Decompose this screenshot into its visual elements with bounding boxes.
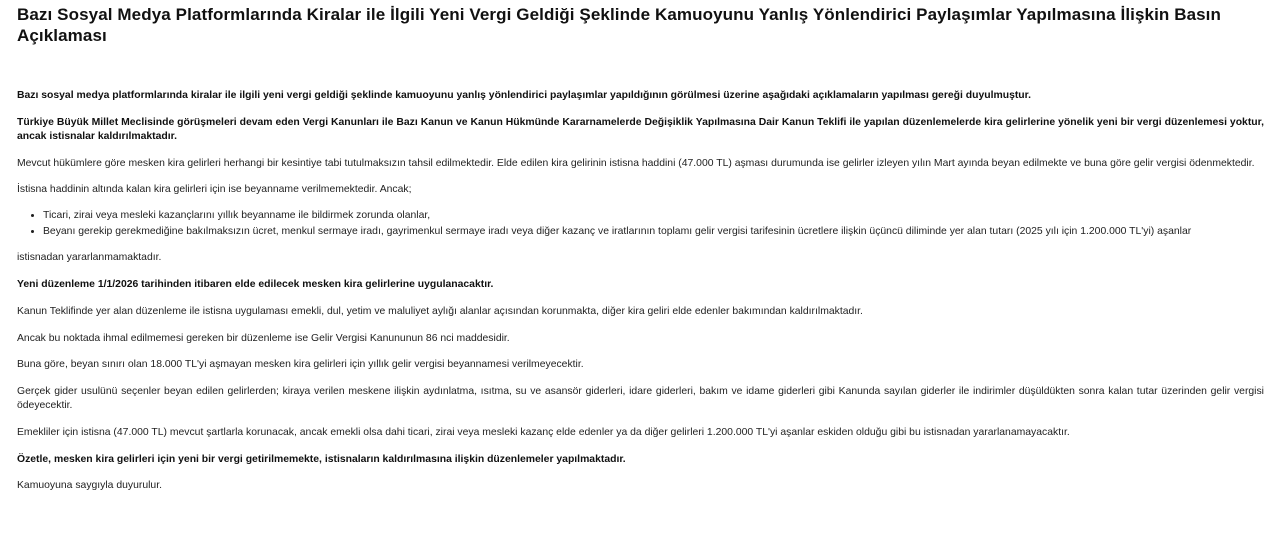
closing-paragraph: Kamuoyuna saygıyla duyurulur. <box>17 480 162 492</box>
exception-tail-paragraph: istisnadan yararlanmamaktadır. <box>17 252 162 264</box>
effective-date-paragraph: Yeni düzenleme 1/1/2026 tarihinden itibaren elde edilecek mesken kira gelirlerine uygulanacaktır. <box>17 279 494 291</box>
protected-groups-paragraph: Kanun Teklifinde yer alan düzenleme ile istisna uygulaması emekli, dul, yetim ve maluliyet aylığı alanlar açısından korunmakta, diğer kira geliri elde edenler bakımından kaldırılmaktadır. <box>17 305 863 317</box>
list-item: • Beyanı gerekip gerekmediğine bakılmaksızın ücret, menkul sermaye iradı, gayrimenkul sermaye iradı veya diğer kazanç ve iratlarının toplamı gelir vergisi tarifesinin ücretlere ilişkin üçüncü diliminde yer alan tutarı (2025 yılı için 1.200.000 TL'yi) aşanlar <box>43 224 1264 239</box>
note-paragraph: Ancak bu noktada ihmal edilmemesi gereken bir düzenleme ise Gelir Vergisi Kanununun 86 nci maddesidir. <box>17 332 510 344</box>
summary-paragraph: Özetle, mesken kira gelirleri için yeni bir vergi getirilmemekte, istisnaların kaldırılmasına ilişkin düzenlemeler yapılmaktadır. <box>17 453 626 465</box>
limit-paragraph: Buna göre, beyan sınırı olan 18.000 TL'yi aşmayan mesken kira gelirleri için yıllık gelir vergisi beyannamesi verilmeyecektir. <box>17 359 584 371</box>
page-title: Bazı Sosyal Medya Platformlarında Kiralar ile İlgili Yeni Vergi Geldiği Şeklinde Kamuoyunu Yanlış Yönlendirici Paylaşımlar Yapılmasına İlişkin Basın Açıklaması <box>17 5 1221 45</box>
current-rules-paragraph: Mevcut hükümlere göre mesken kira gelirleri herhangi bir kesintiye tabi tutulmaksızın tahsil edilmektedir. Elde edilen kira gelirinin istisna haddini (47.000 TL) aşması durumunda ise gelirler izleyen yılın Mart ayında beyan edilmekte ve buna göre gelir vergisi ödenmektedir. <box>17 157 1255 169</box>
list-item: • Ticari, zirai veya mesleki kazançlarını yıllık beyanname ile bildirmek zorunda olanlar, <box>43 208 1264 223</box>
press-release-body <box>17 89 1264 493</box>
actual-expense-paragraph: Gerçek gider usulünü seçenler beyan edilen gelirlerden; kiraya verilen meskene ilişkin aydınlatma, ısıtma, su ve asansör giderleri, idare giderleri, bakım ve idame giderleri gibi Kanunda sayılan giderler ile indirimler düşüldükten sonra kalan tutar üzerinden gelir vergisi ödeyecektir. <box>17 385 1264 412</box>
statement-paragraph: Türkiye Büyük Millet Meclisinde görüşmeleri devam eden Vergi Kanunları ile Bazı Kanun ve Kanun Hükmünde Kararnamelerde Değişiklik Yapılmasına Dair Kanun Teklifi ile yapılan düzenlemelerde kira gelirlerine yönelik yeni bir vergi düzenlemesi yoktur, ancak istisnalar kaldırılmaktadır. <box>17 116 1264 142</box>
exception-list <box>17 208 1264 239</box>
below-threshold-paragraph: İstisna haddinin altında kalan kira gelirleri için ise beyanname verilmemektedir. Ancak; <box>17 184 412 196</box>
intro-paragraph: Bazı sosyal medya platformlarında kiralar ile ilgili yeni vergi geldiği şeklinde kamuoyunu yanlış yönlendirici paylaşımlar yapıldığının görülmesi üzerine aşağıdaki açıklamaların yapılması gereği duyulmuştur. <box>17 90 1032 101</box>
retirees-paragraph: Emekliler için istisna (47.000 TL) mevcut şartlarla korunacak, ancak emekli olsa dahi ticari, zirai veya mesleki kazanç elde edenler ya da diğer gelirleri 1.200.000 TL'yi aşanlar eskiden olduğu gibi bu istisnadan yararlanamayacaktır. <box>17 426 1070 438</box>
